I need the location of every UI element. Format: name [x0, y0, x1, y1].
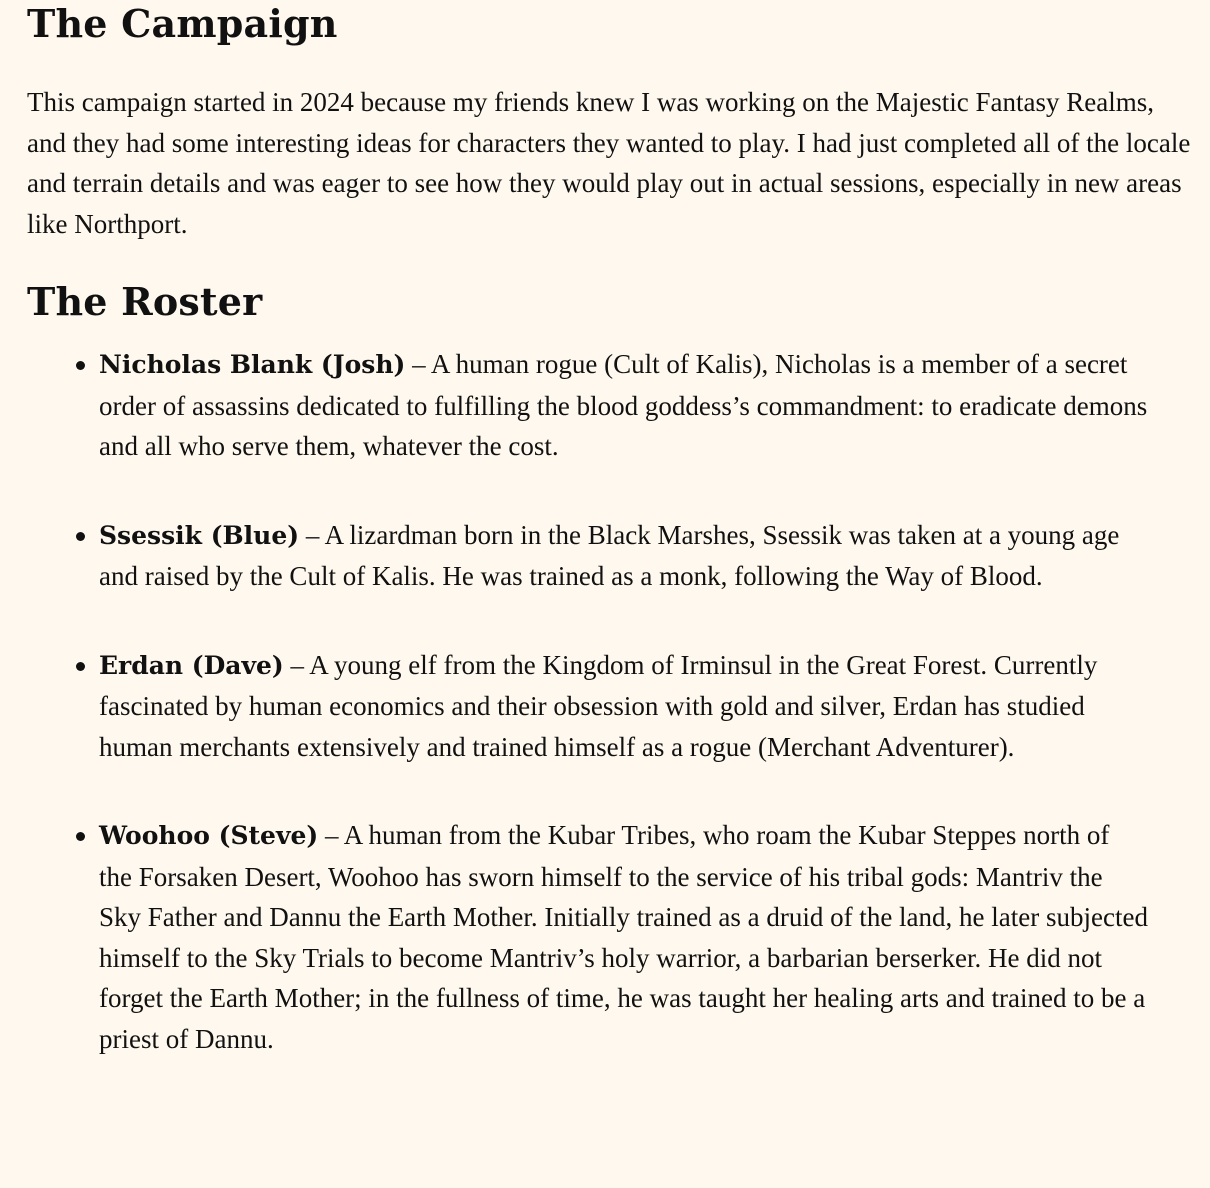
roster-item	[99, 645, 1149, 768]
character-name: Nicholas Blank (Josh)	[99, 350, 406, 379]
roster-item	[99, 344, 1149, 467]
bullet-icon	[76, 361, 85, 370]
character-name: Woohoo (Steve)	[99, 821, 319, 850]
campaign-heading: The Campaign	[27, 1, 338, 46]
bullet-icon	[76, 832, 85, 841]
roster-list	[0, 344, 1210, 1107]
roster-item	[99, 815, 1149, 1059]
roster-heading: The Roster	[27, 279, 263, 324]
character-description: – A human rogue (Cult of Kalis), Nicholas is a member of a secret order of assassins dedicated to fulfilling the blood goddess’s commandment: to eradicate demons and all who serve them, whatever the cost.	[99, 349, 1148, 461]
character-description: – A human from the Kubar Tribes, who roam the Kubar Steppes north of the Forsaken Desert, Woohoo has sworn himself to the service of his tribal gods: Mantriv the Sky Father and Dannu the Earth Mother. Initially trained as a druid of the land, he later subjected himself to the Sky Trials to become Mantriv’s holy warrior, a barbarian berserker. He did not forget the Earth Mother; in the fullness of time, he was taught her healing arts and trained to be a priest of Dannu.	[99, 820, 1148, 1054]
roster-item	[99, 515, 1149, 597]
bullet-icon	[76, 532, 85, 541]
campaign-paragraph: This campaign started in 2024 because my friends knew I was working on the Majestic Fantasy Realms, and they had some interesting ideas for characters they wanted to play. I had just completed all of the locale and terrain details and was eager to see how they would play out in actual sessions, especially in new areas like Northport.	[27, 87, 1191, 239]
bullet-icon	[76, 662, 85, 671]
character-description: – A lizardman born in the Black Marshes, Ssessik was taken at a young age and raised by the Cult of Kalis. He was trained as a monk, following the Way of Blood.	[99, 519, 1120, 591]
character-description: – A young elf from the Kingdom of Irminsul in the Great Forest. Currently fascinated by human economics and their obsession with gold and silver, Erdan has studied human merchants extensively and trained himself as a rogue (Merchant Adventurer).	[99, 649, 1098, 762]
character-name: Ssessik (Blue)	[99, 520, 300, 550]
character-name: Erdan (Dave)	[99, 650, 284, 680]
